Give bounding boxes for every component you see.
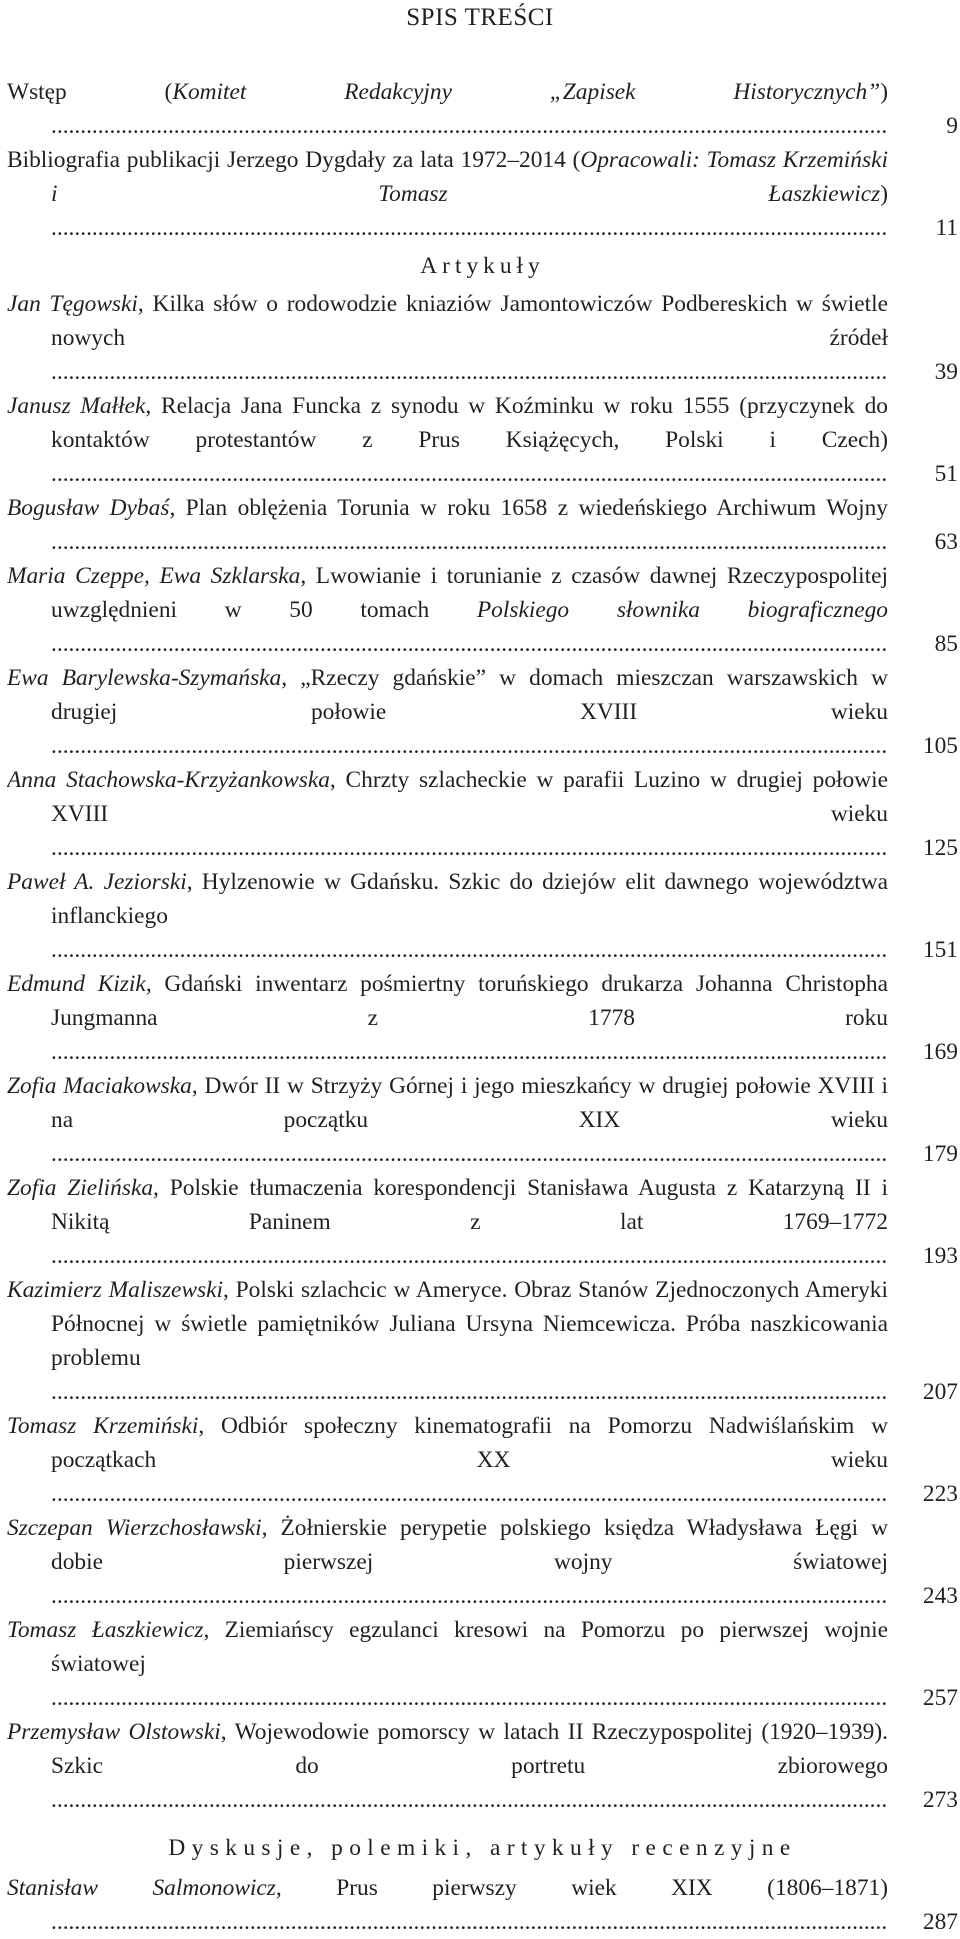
page-number: 243 — [888, 1579, 958, 1613]
entry-title: , Ziemiańscy egzulanci kresowi na Pomorzu po pierwszej wojnie światowej — [51, 1617, 888, 1677]
entry-author: Kazimierz Maliszewski — [7, 1277, 224, 1303]
entry-title: , Polskie tłumaczenia korespondencji Stanisława Augusta z Katarzyną II i Nikitą Paninem z lat 1769–1772 — [51, 1175, 888, 1235]
toc-entry — [7, 1409, 958, 1511]
entry-title: , Żołnierskie perypetie polskiego księdza Władysława Łęgi w dobie pierwszej wojny światowej — [51, 1515, 888, 1575]
toc-entry — [7, 865, 958, 967]
page-title: SPIS TREŚCI — [406, 4, 554, 31]
entry-title: , Gdański inwentarz pośmiertny toruńskiego drukarza Johanna Christopha Jungmanna z 1778 roku — [51, 971, 888, 1031]
entry-author: Bogusław Dybaś — [7, 495, 170, 521]
entry-author: Stanisław Salmonowicz — [7, 1875, 276, 1901]
page-number: 39 — [888, 355, 958, 389]
entry-author: Janusz Małłek — [7, 393, 146, 419]
toc-entry — [7, 287, 958, 389]
entry-title: , Polski szlachcic w Ameryce. Obraz Stanów Zjednoczonych Ameryki Północnej w świetle pamiętników Juliana Ursyna Niemcewicza. Próba naszkicowania problemu — [51, 1277, 888, 1371]
toc-entry — [7, 967, 958, 1069]
toc-entry — [7, 1715, 958, 1817]
entry-editors: Opracowali: Tomasz Krzemiński i Tomasz Łaszkiewicz — [51, 147, 888, 207]
toc-entry — [7, 661, 958, 763]
toc-entry — [7, 75, 958, 143]
toc-entry — [7, 389, 958, 491]
entry-title-end: ) — [880, 181, 888, 207]
entry-author: Zofia Maciakowska — [7, 1073, 192, 1099]
toc-entry — [7, 1511, 958, 1613]
toc-entry — [7, 143, 958, 245]
entry-author: Ewa Barylewska-Szymańska — [7, 665, 282, 691]
entry-author: Paweł A. Jeziorski — [7, 869, 187, 895]
entry-title: , Kilka słów o rodowodzie kniaziów Jamontowiczów Podbereskich w świetle nowych źródeł — [51, 291, 888, 351]
page-number: 179 — [888, 1137, 958, 1171]
entry-editors: Komitet Redakcyjny „Zapisek Historycznych” — [172, 79, 881, 105]
entry-title: , „Rzeczy gdańskie” w domach mieszczan warszawskich w drugiej połowie XVIII wieku — [51, 665, 888, 725]
page-number: 51 — [888, 457, 958, 491]
toc-entry — [7, 1171, 958, 1273]
page-number: 11 — [888, 211, 958, 245]
entry-title: , Lwowianie i torunianie z czasów dawnej Rzeczypospolitej uwzględnieni w 50 tomach — [51, 563, 888, 623]
page-number: 223 — [888, 1477, 958, 1511]
entry-author: Jan Tęgowski — [7, 291, 138, 317]
entry-title: Bibliografia publikacji Jerzego Dygdały za lata 1972–2014 ( — [7, 147, 581, 173]
toc-entry — [7, 1613, 958, 1715]
entry-author: Tomasz Łaszkiewicz — [7, 1617, 204, 1643]
entry-author: Maria Czeppe, Ewa Szklarska — [7, 563, 301, 589]
entry-title: , Wojewodowie pomorscy w latach II Rzeczypospolitej (1920–1939). Szkic do portretu zbiorowego — [51, 1719, 888, 1779]
toc-entry — [7, 1273, 958, 1409]
toc-entry — [7, 491, 958, 559]
page-number: 9 — [888, 109, 958, 143]
entry-title-end: ) — [880, 79, 888, 105]
entry-author: Edmund Kizik — [7, 971, 146, 997]
page-number: 151 — [888, 933, 958, 967]
entry-author: Przemysław Olstowski — [7, 1719, 221, 1745]
entry-author: Tomasz Krzemiński — [7, 1413, 199, 1439]
entry-title: Wstęp ( — [7, 79, 173, 105]
page-number: 273 — [888, 1783, 958, 1817]
toc-entry — [7, 1871, 958, 1939]
page-number: 169 — [888, 1035, 958, 1069]
section-heading-discussions: Dyskusje, polemiki, artykuły recenzyjne — [168, 1835, 797, 1861]
page-number: 63 — [888, 525, 958, 559]
entry-author: Szczepan Wierzchosławski — [7, 1515, 262, 1541]
page-number: 257 — [888, 1681, 958, 1715]
entry-title: , Chrzty szlacheckie w parafii Luzino w drugiej połowie XVIII wieku — [51, 767, 888, 827]
entry-author: Anna Stachowska-Krzyżankowska — [7, 767, 330, 793]
toc-entry — [7, 763, 958, 865]
entry-author: Zofia Zielińska — [7, 1175, 154, 1201]
page-number: 85 — [888, 627, 958, 661]
toc-entry — [7, 1069, 958, 1171]
page-number: 207 — [888, 1375, 958, 1409]
entry-title: , Relacja Jana Funcka z synodu w Koźminku w roku 1555 (przyczynek do kontaktów protestantów z Prus Książęcych, Polski i Czech) — [51, 393, 888, 453]
page-number: 125 — [888, 831, 958, 865]
section-heading-articles: Artykuły — [420, 253, 545, 279]
page-number: 287 — [888, 1905, 958, 1939]
entry-title-italic: Polskiego słownika biograficznego — [476, 597, 888, 623]
entry-title: , Hylzenowie w Gdańsku. Szkic do dziejów elit dawnego województwa inflanckiego — [51, 869, 888, 929]
entry-title: , Plan oblężenia Torunia w roku 1658 z wiedeńskiego Archiwum Wojny — [169, 495, 888, 521]
entry-title: , Dwór II w Strzyży Górnej i jego mieszkańcy w drugiej połowie XVIII i na początku XIX wieku — [51, 1073, 888, 1133]
page-number: 193 — [888, 1239, 958, 1273]
page-number: 105 — [888, 729, 958, 763]
entry-title: , Odbiór społeczny kinematografii na Pomorzu Nadwiślańskim w początkach XX wieku — [51, 1413, 888, 1473]
toc-entry — [7, 559, 958, 661]
toc-list — [7, 75, 958, 1939]
entry-title: , Prus pierwszy wiek XIX (1806–1871) — [275, 1875, 888, 1901]
